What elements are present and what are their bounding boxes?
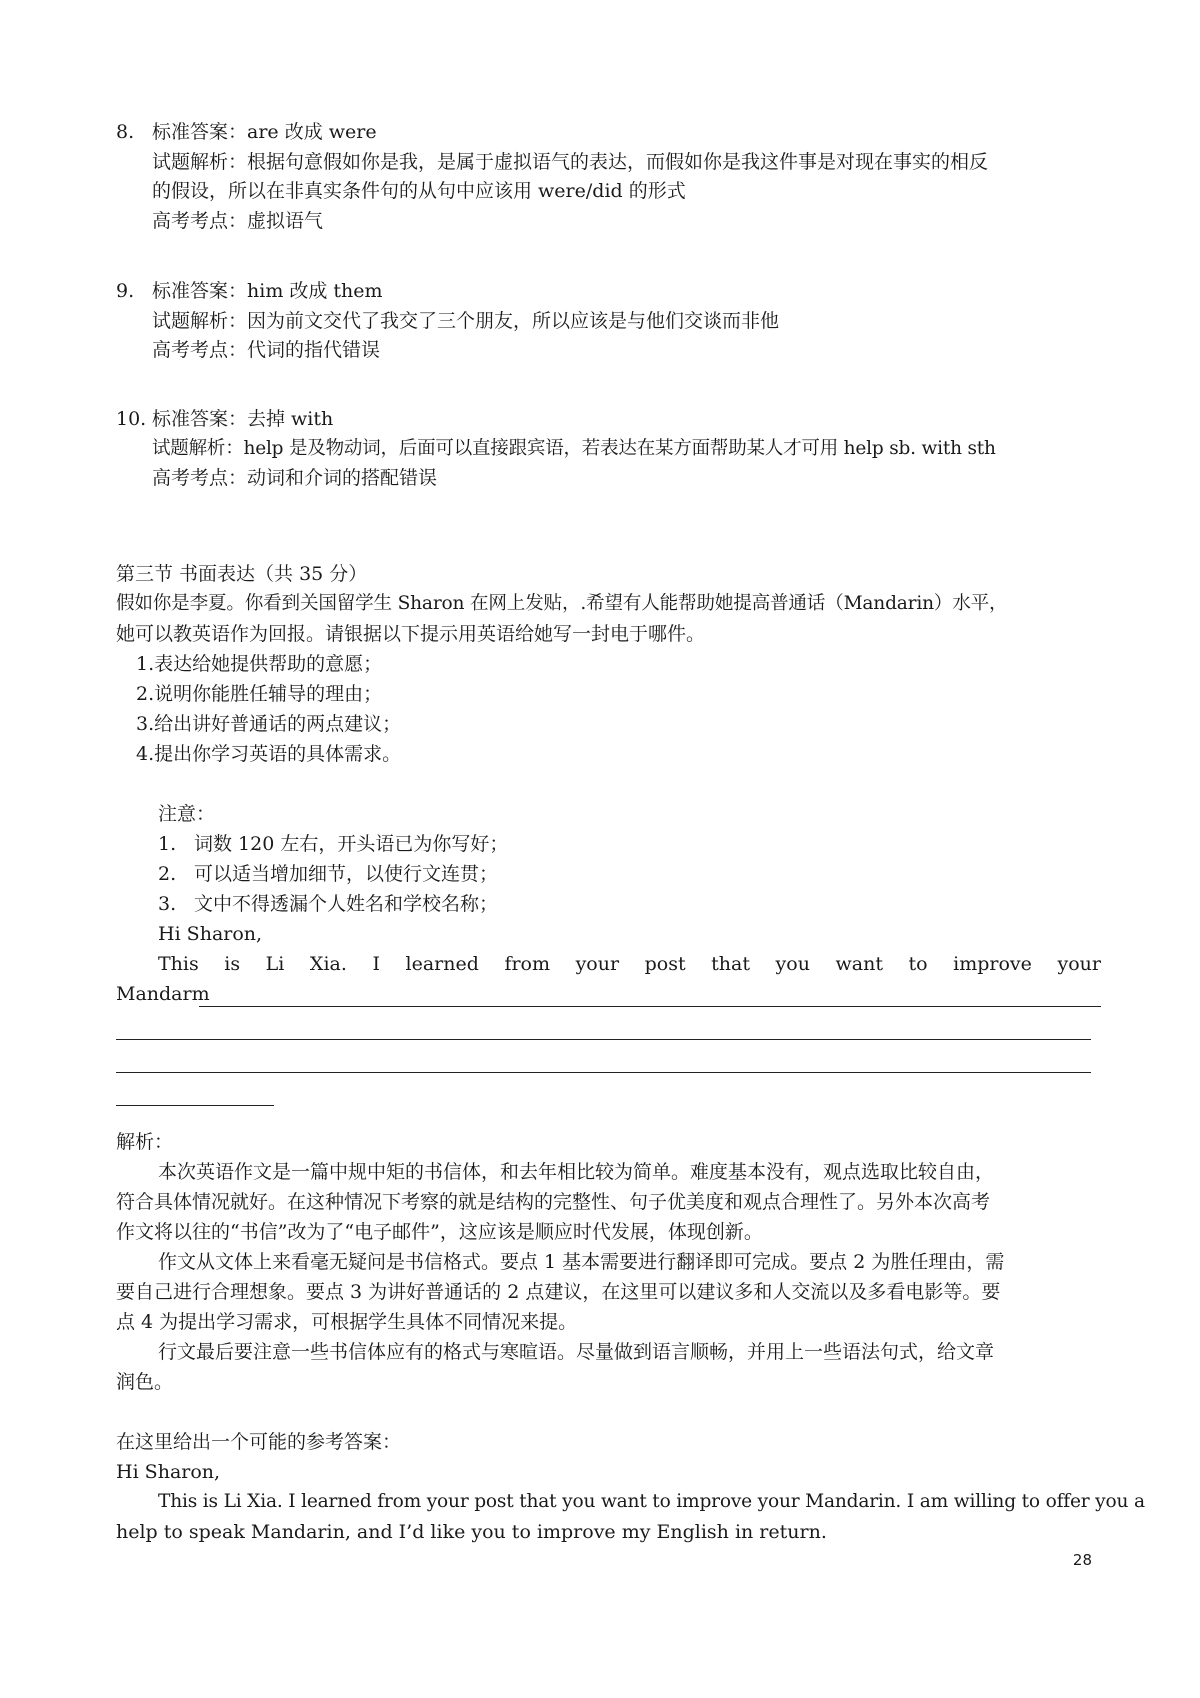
note-text: 可以适当增加细节，以使行文连贯； [194,863,499,885]
analysis-paragraph-line: 行文最后要注意一些书信体应有的格式与寒暄语。尽量做到语言顺畅，并用上一些语法句式，给文章 [158,1341,995,1363]
reference-body-line: This is Li Xia. I learned from your post that you want to improve your Mandarin. I am willing to offer you a [158,1491,1145,1512]
opening-word: I [372,953,380,975]
analysis-label: 解析： [116,1131,174,1153]
letter-greeting: Hi Sharon, [158,923,263,945]
page-number: 28 [1072,1551,1092,1569]
opening-word: learned [405,953,479,975]
task-point: 4.提出你学习英语的具体需求。 [136,743,402,765]
answer-exam-point: 高考考点：动词和介词的搭配错误 [152,467,438,489]
task-point: 1.表达给她提供帮助的意愿； [136,653,383,675]
opening-word: that [711,953,750,975]
writing-line [116,1105,274,1106]
opening-word: your [1057,953,1101,975]
note-number: 1. [158,833,177,855]
opening-word: to [908,953,928,975]
answer-exam-point: 高考考点：虚拟语气 [152,210,324,232]
letter-opening-line [158,951,1101,977]
note-text: 文中不得透漏个人姓名和学校名称； [194,893,499,915]
opening-word: your [575,953,620,975]
note-number: 3. [158,893,177,915]
opening-word: you [775,953,810,975]
note-text: 词数 120 左右，开头语已为你写好； [194,833,509,855]
note-title: 注意： [158,803,216,825]
task-prompt: 假如你是李夏。你看到关国留学生 Sharon 在网上发贴，.希望有人能帮助她提高普通话（Mandarin）水平， [116,593,1008,614]
writing-line [116,1039,1091,1040]
answer-explanation: 试题解析：help 是及物动词，后面可以直接跟宾语，若表达在某方面帮助某人才可用 help sb. with sth [152,438,996,459]
answer-standard: 标准答案：him 改成 them [152,280,383,302]
opening-word: This [158,953,199,975]
reference-greeting: Hi Sharon, [116,1461,221,1483]
answer-number: 10. [116,408,147,430]
analysis-paragraph-line: 点 4 为提出学习需求，可根据学生具体不同情况来提。 [116,1311,578,1333]
answer-standard: 标准答案：去掉 with [152,408,334,430]
answer-number: 8. [116,121,135,143]
opening-word: improve [953,953,1032,975]
answer-explanation: 试题解析：根据句意假如你是我，是属于虚拟语气的表达，而假如你是我这件事是对现在事实的相反 [152,151,989,173]
analysis-paragraph-line: 润色。 [116,1371,174,1393]
writing-line [199,1006,1101,1007]
opening-word: Li [265,953,285,975]
reference-intro: 在这里给出一个可能的参考答案： [116,1431,402,1453]
answer-explanation: 的假设，所以在非真实条件句的从句中应该用 were/did 的形式 [152,180,686,202]
answer-number: 9. [116,280,135,302]
analysis-paragraph-line: 要自己进行合理想象。要点 3 为讲好普通话的 2 点建议，在这里可以建议多和人交流以及多看电影等。要 [116,1281,1001,1303]
opening-word: from [504,953,551,975]
opening-word: want [835,953,883,975]
opening-word: Xia. [309,953,347,975]
analysis-paragraph-line: 符合具体情况就好。在这种情况下考察的就是结构的完整性、句子优美度和观点合理性了。另外本次高考 [116,1191,991,1213]
analysis-paragraph-line: 作文从文体上来看毫无疑问是书信格式。要点 1 基本需要进行翻译即可完成。要点 2 为胜任理由，需 [158,1251,1005,1273]
writing-line [116,1072,1091,1073]
note-number: 2. [158,863,177,885]
answer-explanation: 试题解析：因为前文交代了我交了三个朋友，所以应该是与他们交谈而非他 [152,310,780,332]
answer-standard: 标准答案：are 改成 were [152,121,377,143]
analysis-paragraph-line: 本次英语作文是一篇中规中矩的书信体，和去年相比较为简单。难度基本没有，观点选取比较自由， [158,1161,995,1183]
analysis-paragraph-line: 作文将以往的“书信”改为了“电子邮件”，这应该是顺应时代发展，体现创新。 [116,1221,763,1243]
letter-opening-continuation: Mandarm [116,983,210,1005]
opening-word: is [224,953,241,975]
section-title: 第三节 书面表达（共 35 分） [116,563,368,585]
task-point: 3.给出讲好普通话的两点建议； [136,713,402,735]
opening-word: post [644,953,686,975]
answer-exam-point: 高考考点：代词的指代错误 [152,339,381,361]
reference-body-line: help to speak Mandarin, and I’d like you to improve my English in return. [116,1521,827,1543]
task-prompt: 她可以教英语作为回报。请银据以下提示用英语给她写一封电于哪件。 [116,623,706,645]
task-point: 2.说明你能胜任辅导的理由； [136,683,383,705]
